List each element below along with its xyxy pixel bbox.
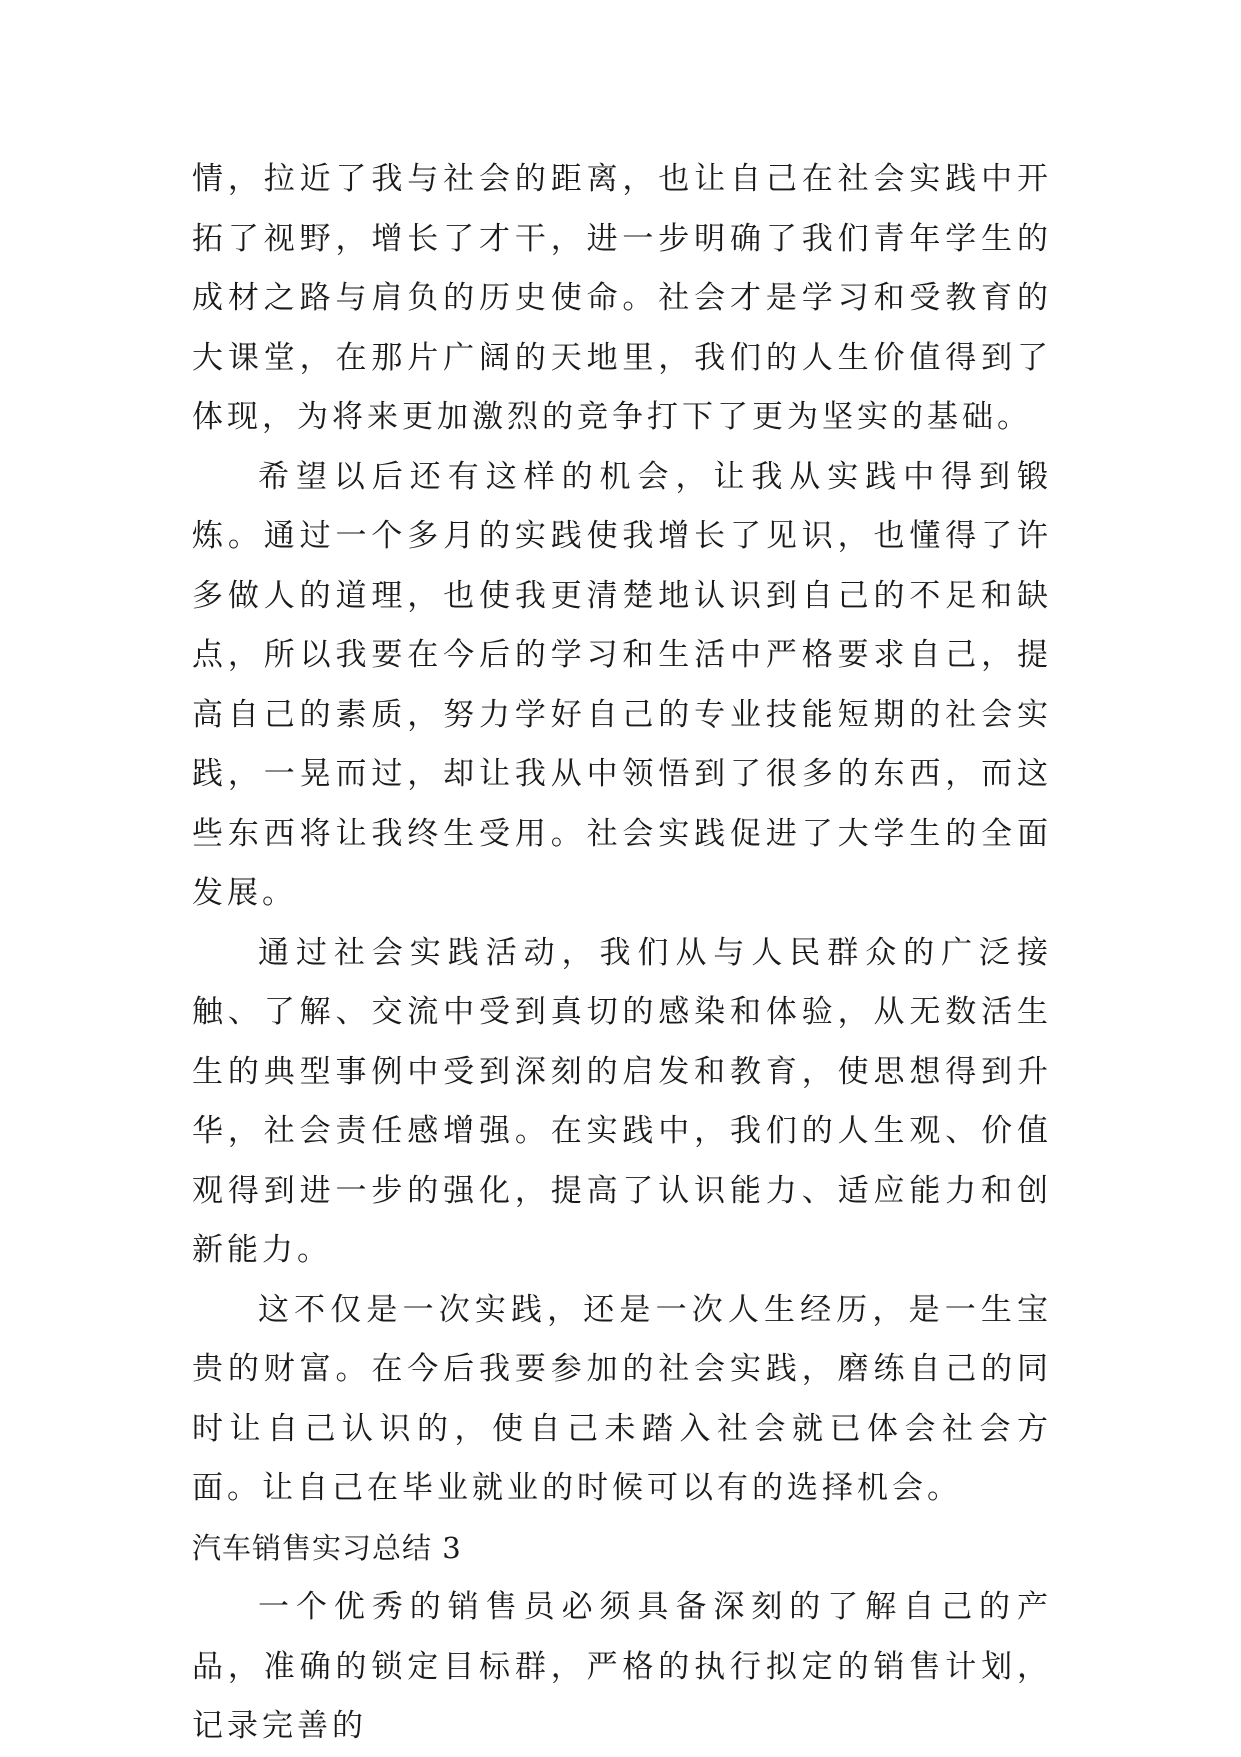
paragraph-2: 希望以后还有这样的机会，让我从实践中得到锻炼。通过一个多月的实践使我增长了见识，也懂得了许多做人的道理，也使我更清楚地认识到自己的不足和缺点，所以我要在今后的学习和生活中严格要求自己，提高自己的素质，努力学好自己的专业技能短期的社会实践，一晃而过，却让我从中领悟到了很多的东西，而这些东西将让我终生受用。社会实践促进了大学生的全面发展。 [192,458,1052,911]
section-heading: 汽车销售实习总结 3 [192,1530,462,1565]
section-paragraph: 一个优秀的销售员必须具备深刻的了解自己的产品，准确的锁定目标群，严格的执行拟定的销售计划，记录完善的 [192,1589,1052,1744]
paragraph-4: 这不仅是一次实践，还是一次人生经历，是一生宝贵的财富。在今后我要参加的社会实践，磨练自己的同时让自己认识的，使自己未踏入社会就已体会社会方面。让自己在毕业就业的时候可以有的选择机会。 [192,1291,1052,1506]
paragraph-1: 情，拉近了我与社会的距离，也让自己在社会实践中开拓了视野，增长了才干，进一步明确了我们青年学生的成材之路与肩负的历史使命。社会才是学习和受教育的大课堂，在那片广阔的天地里，我们的人生价值得到了体现，为将来更加激烈的竞争打下了更为坚实的基础。 [192,161,1052,435]
paragraph-3: 通过社会实践活动，我们从与人民群众的广泛接触、了解、交流中受到真切的感染和体验，从无数活生生的典型事例中受到深刻的启发和教育，使思想得到升华，社会责任感增强。在实践中，我们的人生观、价值观得到进一步的强化，提高了认识能力、适应能力和创新能力。 [192,934,1052,1268]
document-page [192,150,1052,1757]
